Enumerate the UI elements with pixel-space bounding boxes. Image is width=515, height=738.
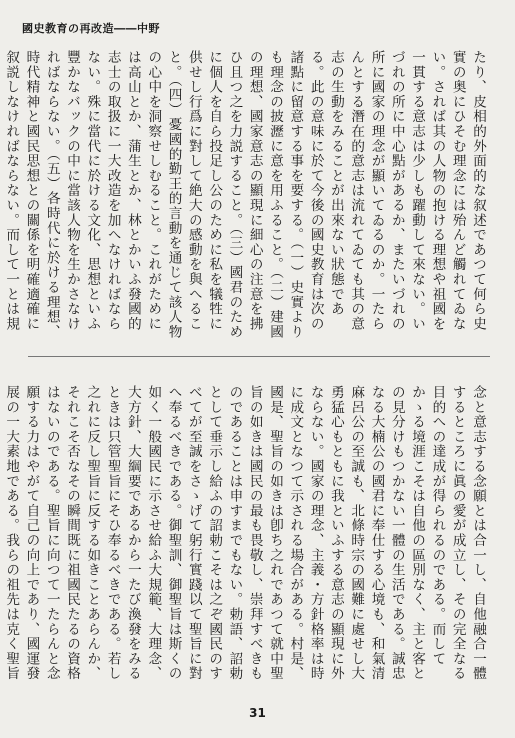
upper-text-block xyxy=(3,50,488,345)
running-header: 國史教育の再改造――中野 xyxy=(22,22,160,35)
lower-paragraph: 念と意志する念願とは合一し、自他融合一體するところに眞の愛が成立し、その完全なる目的への達成が得られるのである。而してかゝる境涯こそは自他の區別なく、主と客との見分けもつかない一體の生活である。誠忠なる大楠公の國君に奉仕する心境も、和氣清麻呂公の至誠も、北條時宗の國難に處せし大勇猛心もともに我といふする意志の顯現に外ならない。國家の理念、主義・方針格率は時に成文となつて示される場合がある。村是、國是、聖旨の如きは卽ち之れであつて就中聖旨の如きは國民の最も畏敬し、崇拜すべきものであることは申すまでもない。勅語、詔勅として垂示し給ふの詔勅こそは之ぞ國民のすべてが至誠をさゝげて躬行實踐以て聖旨に對へ奉るべきである。御聖訓、御聖旨は斯くの如く一般國民に示させ給ふ大規範、大理念、大方針、大綱要であるから一たび渙發をみるときは只管聖旨にそひ奉るべきである。若し之れに反し聖旨に反する如きことあらんか、それこそ否なその瞬間既に祖國民たるの資格はないのである。聖旨に向つて一たらんと念願する力はやがて自己の向上であり、國運發展の一大素地である。我らの祖先は克く聖旨 xyxy=(3,385,486,681)
upper-paragraph: たり、皮相的外面的な叙述であつて何ら史實の奥にひそむ理念には殆んど觸れてゐない。されば其の人物の抱ける理想や祖國を一貫する意志は少しも躍動して來ない。いづれの所に中心點があるか、またいづれの所に國家の理念が顯いてゐるのか。一たらんとする潛在的意志は流れてゐても其の意志の生動をみることが出來ない狀態である。此の意味に於て今後の國史教育は次の諸點に留意する事を要する。（一）史實よりも理念の披瀝に意を用ふること。（二）建國の理想、國家意志の顯現に細心の注意を拂ひ且つ之を力説すること。（三）國君のために個人を自ら投足し公のために私を犠牲に供せし行爲に對して絶大の感動を與へること。（四）憂國的勤王的言動を通じて該人物の心中を洞察せしむること。これがためには高山とか、蒲生とか、林とかいふ發國的志士の取扱に一大改造を加へなければならない。殊に當代に於ける文化、思想といふ豐かなバックの中に當該人物を生かさなければならない。（五）各時代に於ける理想、時代精神と國民思想との關係を明確適確に叙説しなければならない。而して一とは規 xyxy=(3,50,486,340)
section-divider xyxy=(28,356,490,357)
page-number: 31 xyxy=(249,706,266,720)
lower-text-block xyxy=(3,385,488,683)
